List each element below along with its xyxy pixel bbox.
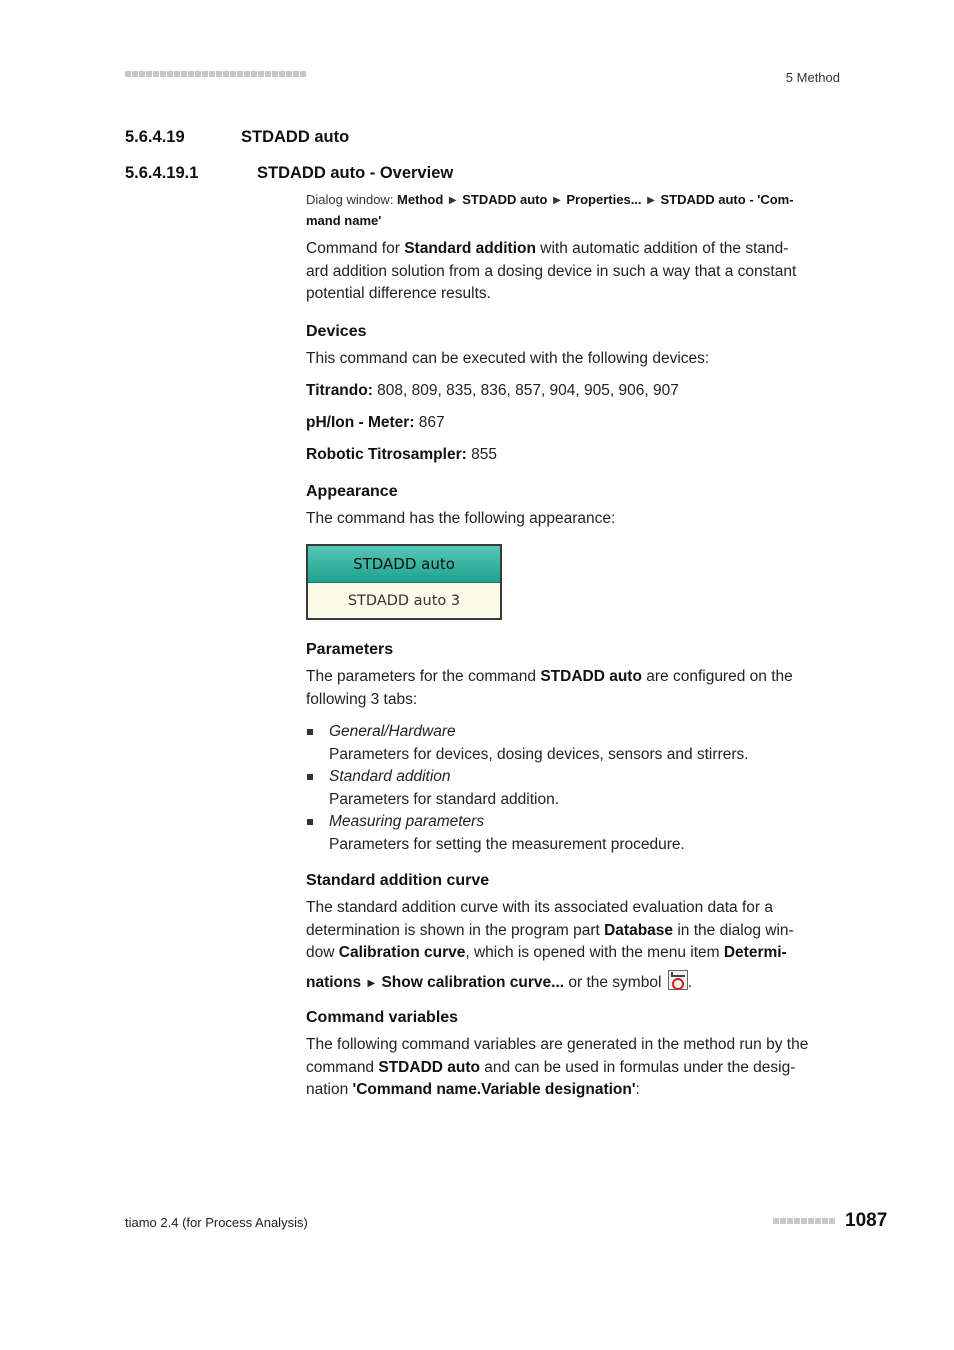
section-title: STDADD auto: [241, 128, 350, 146]
list-item: Measuring parameters Parameters for setting the measurement procedure.: [306, 811, 842, 856]
dialog-prefix: Dialog window:: [306, 192, 398, 207]
arrow-icon: ▶: [553, 195, 561, 206]
parameters-text: The parameters for the command STDADD auto are configured on the following 3 tabs:: [306, 668, 793, 708]
dialog-item: STDADD auto: [462, 192, 548, 207]
dialog-item: mand name': [306, 213, 382, 228]
chapter-title: 5 Method: [785, 70, 840, 85]
command-box: [306, 544, 502, 620]
device-titrando: Titrando: 808, 809, 835, 836, 857, 904, 905, 906, 907: [306, 382, 679, 399]
arrow-icon: ▶: [367, 977, 376, 989]
calibration-curve-icon: [668, 970, 688, 990]
header-decoration: [125, 71, 306, 77]
footer-decoration: [773, 1218, 835, 1224]
parameters-heading: Parameters: [306, 641, 394, 658]
bullet-icon: [307, 729, 313, 735]
dialog-path: [306, 190, 836, 231]
devices-heading: Devices: [306, 323, 367, 340]
command-box-title: STDADD auto: [308, 546, 500, 583]
bullet-icon: [307, 819, 313, 825]
footer-product: tiamo 2.4 (for Process Analysis): [125, 1215, 308, 1230]
dialog-item: Properties...: [566, 192, 642, 207]
device-robotic: Robotic Titrosampler: 855: [306, 446, 497, 463]
appearance-text: The command has the following appearance:: [306, 510, 616, 527]
arrow-icon: ▶: [647, 195, 655, 206]
list-item: Standard addition Parameters for standard addition.: [306, 766, 842, 811]
list-item: General/Hardware Parameters for devices, dosing devices, sensors and stirrers.: [306, 721, 842, 766]
variables-text: The following command variables are generated in the method run by the command STDADD auto and can be used in formulas under the desig- nation 'Command name.Variable designation':: [306, 1036, 809, 1098]
variables-heading: Command variables: [306, 1009, 459, 1026]
bullet-icon: [307, 774, 313, 780]
appearance-heading: Appearance: [306, 483, 398, 500]
intro-paragraph: Command for Standard addition with automatic addition of the stand- ard addition solution from a dosing device in such a way that a constant potential difference results.: [306, 240, 797, 302]
tabs-list: [306, 721, 842, 856]
section-number: 5.6.4.19: [125, 128, 185, 146]
page-number: 1087: [845, 1210, 888, 1231]
devices-text: This command can be executed with the following devices:: [306, 350, 710, 367]
curve-text: The standard addition curve with its associated evaluation data for a determination is shown in the program part Database in the dialog win- dow Calibration curve, which is opened with the menu item Determi- nations ▶ Show calibration curve... or the symbol .: [306, 899, 794, 991]
command-box-subtitle: STDADD auto 3: [347, 592, 461, 609]
device-phion: pH/Ion - Meter: 867: [306, 414, 445, 431]
dialog-item: STDADD auto - 'Com-: [660, 192, 794, 207]
dialog-item: Method: [397, 192, 444, 207]
subsection-number: 5.6.4.19.1: [125, 164, 199, 182]
curve-heading: Standard addition curve: [306, 872, 490, 889]
subsection-title: STDADD auto - Overview: [257, 164, 454, 182]
arrow-icon: ▶: [448, 195, 457, 206]
